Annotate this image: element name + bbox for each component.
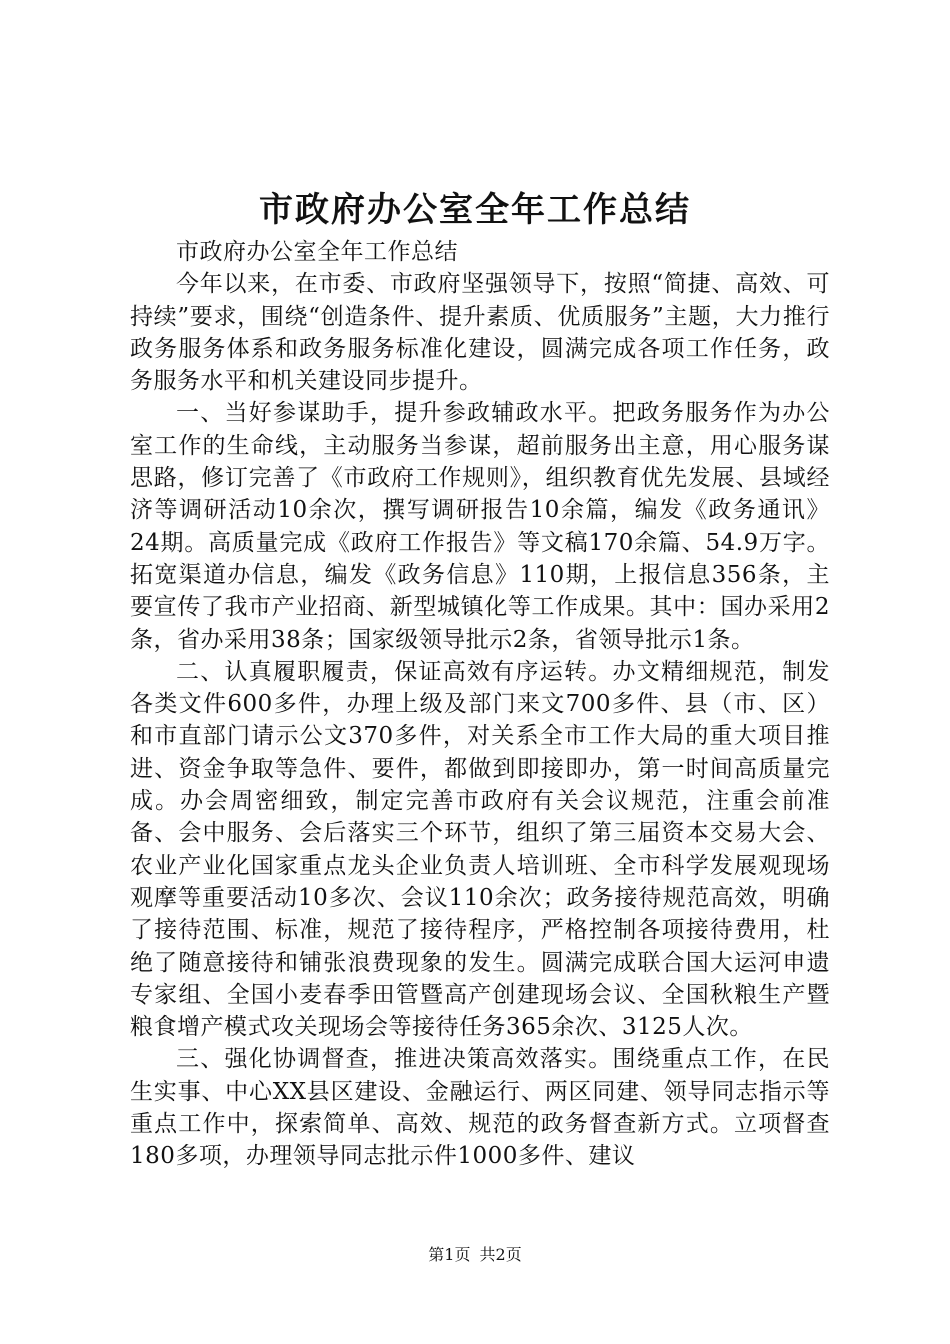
paragraph-section-3: 三、强化协调督查，推进决策高效落实。围绕重点工作，在民生实事、中心XX县区建设、金融运行、两区同建、领导同志指示等重点工作中，探索简单、高效、规范的政务督查新方式。立项督查180多项，办理领导同志批示件1000多件、建议 [130,1046,830,1170]
page-number: 第1页 [428,1245,471,1264]
document-body [130,236,830,1173]
document-title: 市政府办公室全年工作总结 [259,190,691,230]
paragraph-intro: 今年以来，在市委、市政府坚强领导下，按照“简捷、高效、可持续”要求，围绕“创造条件、提升素质、优质服务”主题，大力推行政务服务体系和政务服务标准化建设，圆满完成各项工作任务，政务服务水平和机关建设同步提升。 [130,271,830,395]
paragraph-section-1: 一、当好参谋助手，提升参政辅政水平。把政务服务作为办公室工作的生命线，主动服务当参谋，超前服务出主意，用心服务谋思路，修订完善了《市政府工作规则》，组织教育优先发展、县域经济等调研活动10余次，撰写调研报告10余篇，编发《政务通讯》24期。高质量完成《政府工作报告》等文稿170余篇、54.9万字。拓宽渠道办信息，编发《政务信息》110期，上报信息356条，主要宣传了我市产业招商、新型城镇化等工作成果。其中：国办采用2条，省办采用38条；国家级领导批示2条，省领导批示1条。 [130,400,830,653]
paragraph-subtitle: 市政府办公室全年工作总结 [176,239,458,265]
page-total: 共2页 [479,1245,522,1264]
page-footer [0,1244,950,1266]
paragraph-section-2: 二、认真履职履责，保证高效有序运转。办文精细规范，制发各类文件600多件，办理上级及部门来文700多件、县（市、区）和市直部门请示公文370多件，对关系全市工作大局的重大项目推进、资金争取等急件、要件，都做到即接即办，第一时间高质量完成。办会周密细致，制定完善市政府有关会议规范，注重会前准备、会中服务、会后落实三个环节，组织了第三届资本交易大会、农业产业化国家重点龙头企业负责人培训班、全市科学发展观现场观摩等重要活动10多次、会议110余次；政务接待规范高效，明确了接待范围、标准，规范了接待程序，严格控制各项接待费用，杜绝了随意接待和铺张浪费现象的发生。圆满完成联合国大运河申遗专家组、全国小麦春季田管暨高产创建现场会议、全国秋粮生产暨粮食增产模式攻关现场会等接待任务365余次、3125人次。 [130,658,830,1041]
